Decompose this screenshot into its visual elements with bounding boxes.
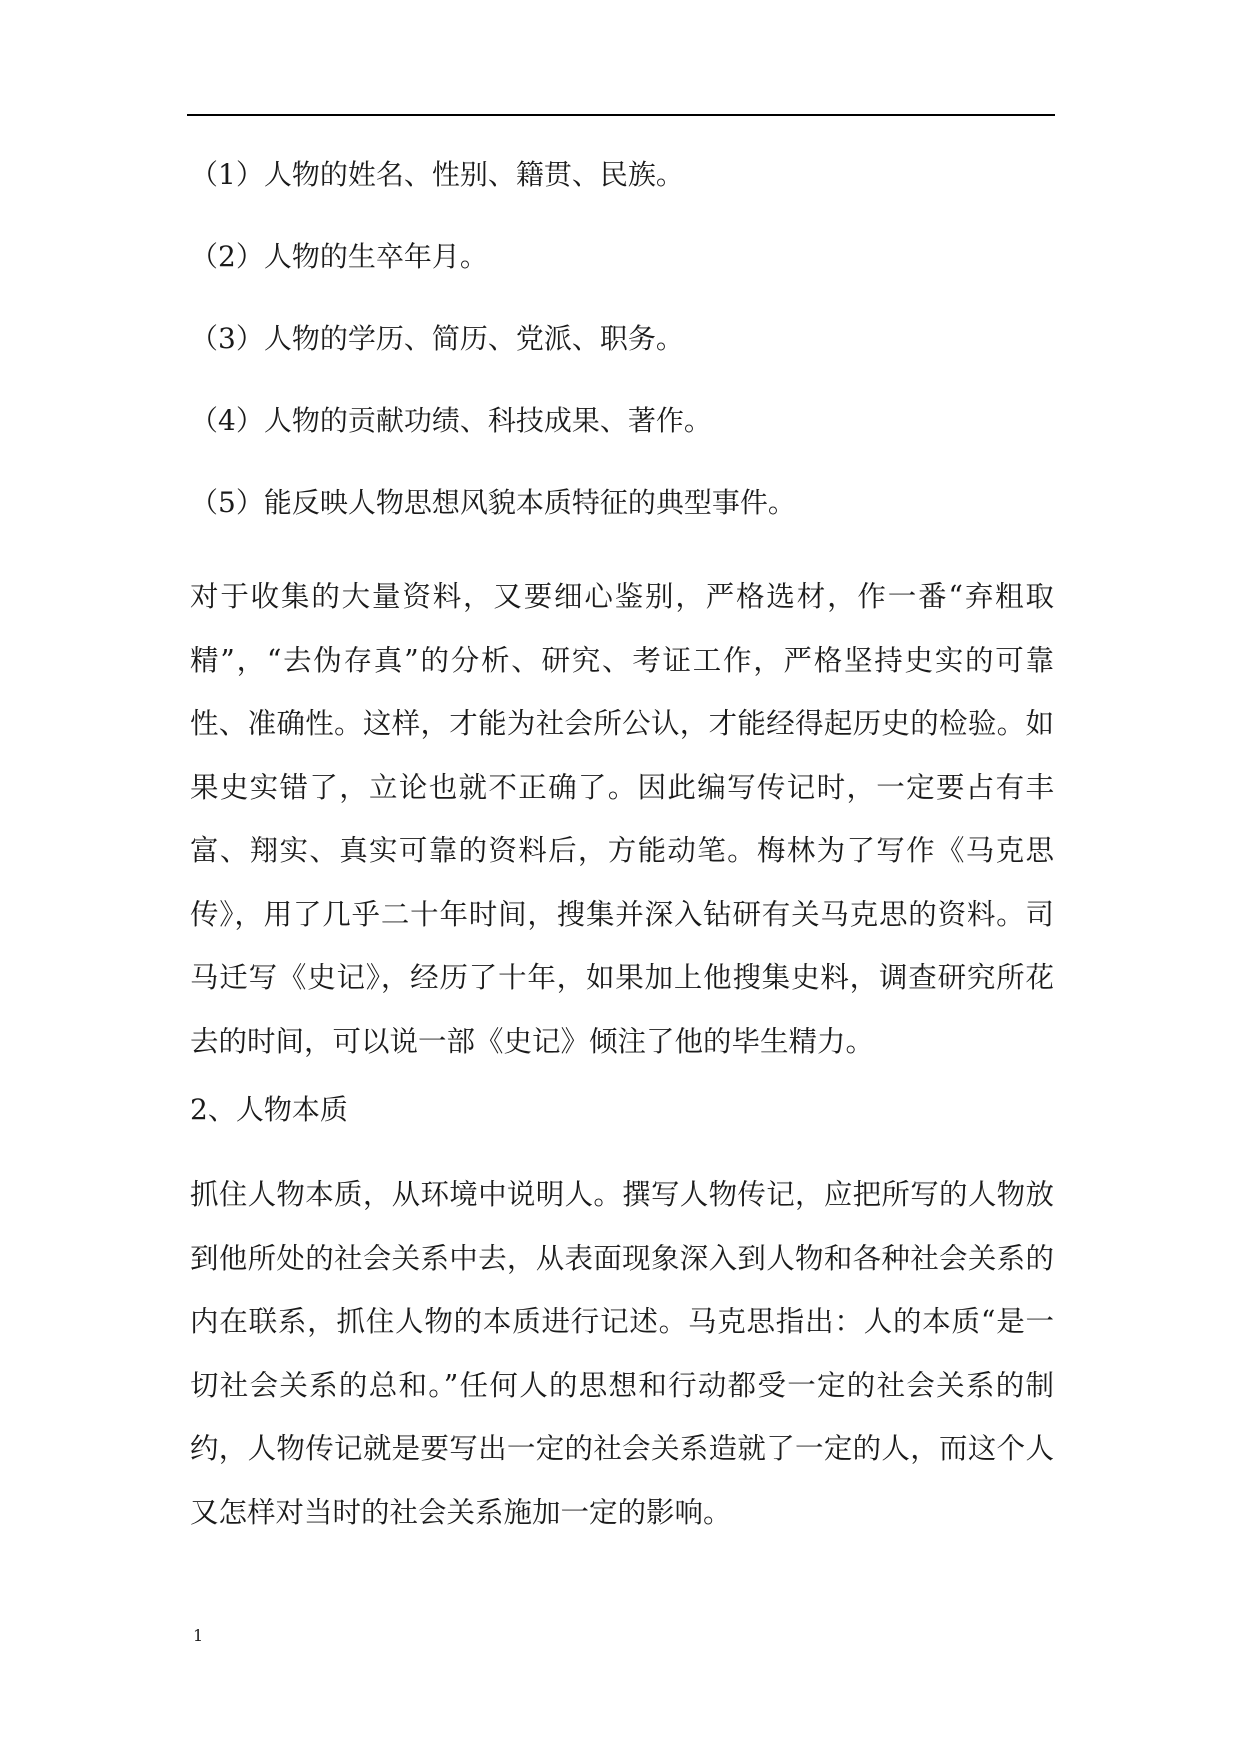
list-item: （4）人物的贡献功绩、科技成果、著作。 (190, 404, 712, 437)
header-rule (187, 114, 1055, 116)
list-item: （3）人物的学历、简历、党派、职务。 (190, 322, 684, 355)
section-heading: 2、人物本质 (190, 1093, 348, 1126)
list-item: （5）能反映人物思想风貌本质特征的典型事件。 (190, 486, 796, 519)
page-content (190, 155, 1054, 1561)
list-item: （2）人物的生卒年月。 (190, 240, 488, 273)
body-paragraph-1: 对于收集的大量资料，又要细心鉴别，严格选材，作一番“弃粗取精”，“去伪存真”的分析、研究、考证工作，严格坚持史实的可靠性、准确性。这样，才能为社会所公认，才能经得起历史的检验。如果史实错了，立论也就不正确了。因此编写传记时，一定要占有丰富、翔实、真实可靠的资料后，方能动笔。梅林为了写作《马克思传》，用了几乎二十年时间，搜集并深入钻研有关马克思的资料。司马迁写《史记》，经历了十年，如果加上他搜集史料，调查研究所花去的时间，可以说一部《史记》倾注了他的毕生精力。 (190, 580, 1054, 1058)
list-item: （1）人物的姓名、性别、籍贯、民族。 (190, 158, 684, 191)
body-paragraph-2: 抓住人物本质，从环境中说明人。撰写人物传记，应把所写的人物放到他所处的社会关系中去，从表面现象深入到人物和各种社会关系的内在联系，抓住人物的本质进行记述。马克思指出：人的本质“是一切社会关系的总和。”任何人的思想和行动都受一定的社会关系的制约，人物传记就是要写出一定的社会关系造就了一定的人，而这个人又怎样对当时的社会关系施加一定的影响。 (190, 1178, 1054, 1529)
page-number: 1 (193, 1626, 204, 1645)
